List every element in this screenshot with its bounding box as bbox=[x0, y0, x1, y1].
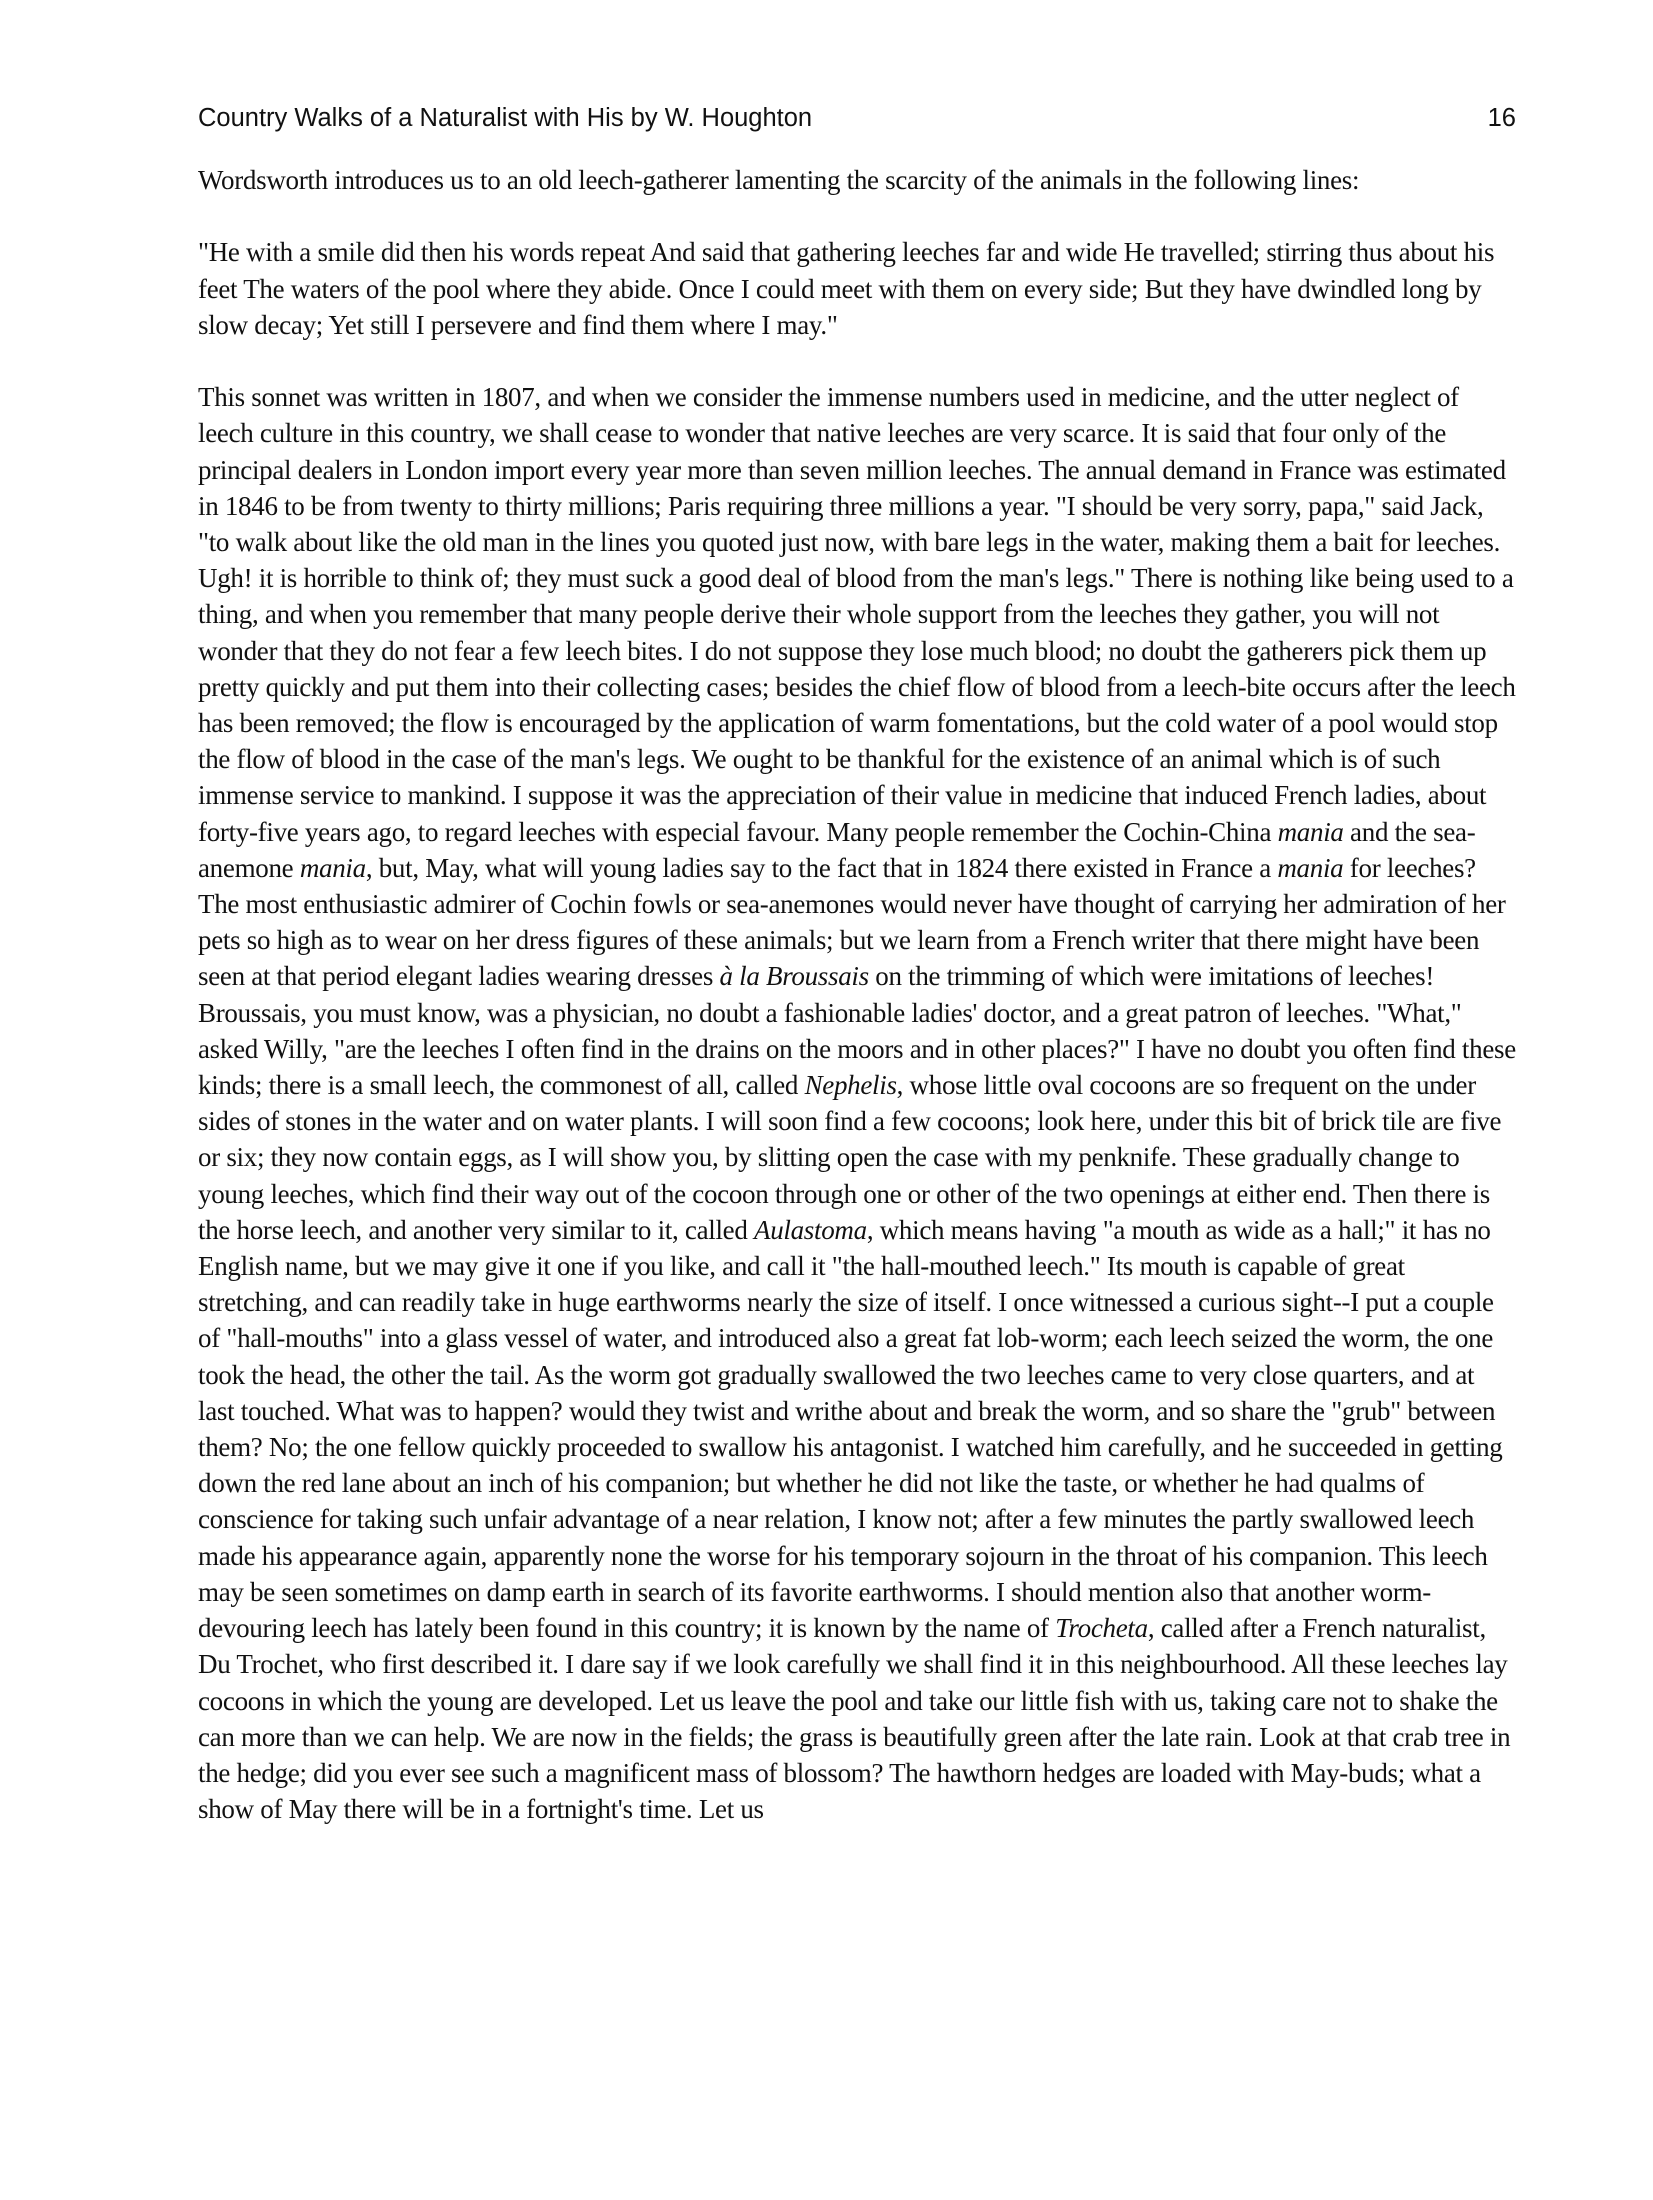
page-body bbox=[198, 162, 1516, 1827]
italic-term: à la Broussais bbox=[719, 961, 869, 992]
italic-term: Nephelis bbox=[804, 1070, 897, 1101]
text-run: This sonnet was written in 1807, and when we consider the immense numbers used in medicine, and the utter neglect of leech culture in this country, we shall cease to wonder that native leeches are very scarce. It is said that four only of the principal dealers in London import every year more than seven million leeches. The annual demand in France was estimated in 1846 to be from twenty to thirty millions; Paris requiring three millions a year. "I should be very sorry, papa," said Jack, "to walk about like the old man in the lines you quoted just now, with bare legs in the water, making them a bait for leeches. Ugh! it is horrible to think of; they must suck a good deal of blood from the man's legs." There is nothing like being used to a thing, and when you remember that many people derive their whole support from the leeches they gather, you will not wonder that they do not fear a few leech bites. I do not suppose they lose much blood; no doubt the gatherers pick them up pretty quickly and put them into their collecting cases; besides the chief flow of blood from a leech-bite occurs after the leech has been removed; the flow is encouraged by the application of warm fomentations, but the cold water of a pool would stop the flow of blood in the case of the man's legs. We ought to be thankful for the existence of an animal which is of such immense service to mankind. I suppose it was the appreciation of their value in medicine that induced French ladies, about forty-five years ago, to regard leeches with especial favour. Many people remember the Cochin-China bbox=[198, 382, 1516, 847]
italic-term: mania bbox=[1277, 816, 1344, 847]
page-number: 16 bbox=[1487, 104, 1516, 132]
intro-paragraph: Wordsworth introduces us to an old leech-gatherer lamenting the scarcity of the animals in the following lines: bbox=[198, 165, 1360, 195]
text-run: , which means having "a mouth as wide as a hall;" it has no English name, but we may give it one if you like, and call it "the hall-mouthed leech." Its mouth is capable of great stretching, and can readily take in huge earthworms nearly the size of itself. I once witnessed a curious sight--I put a couple of "hall-mouths" into a glass vessel of water, and introduced also a great fat lob-worm; each leech seized the worm, the one took the head, the other the tail. As the worm got gradually swallowed the two leeches came to very close quarters, and at last touched. What was to happen? would they twist and writhe about and break the worm, and so share the "grub" between them? No; the one fellow quickly proceeded to swallow his antagonist. I watched him carefully, and he succeeded in getting down the red lane about an inch of his companion; but whether he did not like the taste, or whether he had qualms of conscience for taking such unfair advantage of a near relation, I know not; after a few minutes the partly swallowed leech made his appearance again, apparently none the worse for his temporary sojourn in the throat of his companion. This leech may be seen sometimes on damp earth in search of its favorite earthworms. I should mention also that another worm-devouring leech has lately been found in this country; it is known by the name of bbox=[198, 1214, 1503, 1644]
main-paragraph bbox=[198, 379, 1516, 1827]
text-run: , called after a French naturalist, Du Trochet, who first described it. I dare say if we look carefully we shall find it in this neighbourhood. All these leeches lay cocoons in which the young are developed. Let us leave the pool and take our little fish with us, taking care not to shake the can more than we can help. We are now in the fields; the grass is beautifully green after the late rain. Look at that crab tree in the hedge; did you ever see such a magnificent mass of blossom? The hawthorn hedges are loaded with May-buds; what a show of May there will be in a fortnight's time. Let us bbox=[198, 1613, 1511, 1825]
italic-term: Trocheta bbox=[1055, 1613, 1148, 1644]
text-run: on the trimming of which were imitations of leeches! Broussais, you must know, was a physician, no doubt a fashionable ladies' doctor, and a great patron of leeches. "What," asked Willy, "are the leeches I often find in the drains on the moors and in other places?" I have no doubt you often find these kinds; there is a small leech, the commonest of all, called bbox=[198, 961, 1516, 1101]
quoted-verse-paragraph: "He with a smile did then his words repeat And said that gathering leeches far and wide He travelled; stirring thus about his feet The waters of the pool where they abide. Once I could meet with them on every side; But they have dwindled long by slow decay; Yet still I persevere and find them where I may." bbox=[198, 237, 1495, 340]
text-run: and the sea-anemone bbox=[198, 816, 1476, 883]
text-run: , but, May, what will young ladies say to the fact that in 1824 there existed in France a bbox=[365, 852, 1278, 883]
text-run: for leeches? The most enthusiastic admirer of Cochin fowls or sea-anemones would never have thought of carrying her admiration of her pets so high as to wear on her dress figures of these animals; but we learn from a French writer that there might have been seen at that period elegant ladies wearing dresses bbox=[198, 852, 1506, 992]
page-header bbox=[198, 100, 1516, 140]
italic-term: Aulastoma bbox=[754, 1214, 867, 1245]
italic-term: mania bbox=[299, 852, 366, 883]
text-run: , whose little oval cocoons are so frequent on the under sides of stones in the water and on water plants. I will soon find a few cocoons; look here, under this bit of brick tile are five or six; they now contain eggs, as I will show you, by slitting open the case with my penknife. These gradually change to young leeches, which find their way out of the cocoon through one or other of the two openings at either end. Then there is the horse leech, and another very similar to it, called bbox=[198, 1070, 1502, 1245]
running-title: Country Walks of a Naturalist with His by W. Houghton bbox=[198, 104, 813, 132]
italic-term: mania bbox=[1277, 852, 1344, 883]
